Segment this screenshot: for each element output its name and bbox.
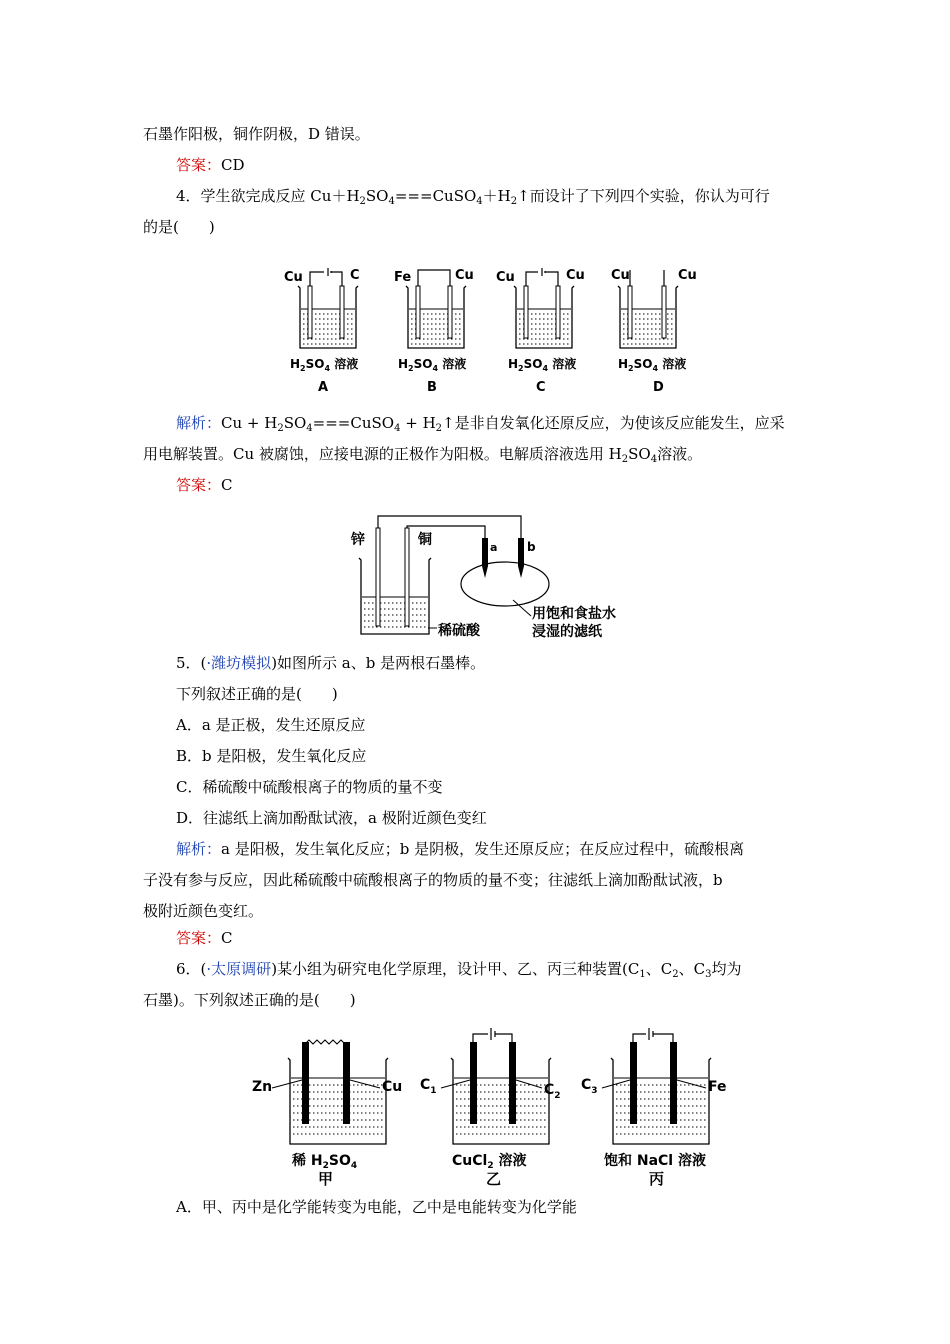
question-source: ·太原调研	[206, 960, 272, 978]
svg-text:Cu: Cu	[566, 268, 585, 283]
svg-text:Cu: Cu	[382, 1079, 403, 1095]
answer-label: 答案：	[176, 156, 222, 174]
svg-text:D: D	[653, 380, 664, 395]
q5-analysis: 解析：a 是阳极，发生氧化反应；b 是阴极，发生还原反应；在反应过程中，硫酸根离	[176, 840, 745, 858]
q5-figure	[345, 500, 645, 645]
svg-text:C: C	[536, 380, 546, 395]
svg-text:Cu: Cu	[496, 270, 515, 285]
svg-text:Fe: Fe	[708, 1079, 727, 1095]
answer-value: CD	[221, 156, 245, 174]
svg-text:饱和 NaCl 溶液: 饱和 NaCl 溶液	[604, 1153, 706, 1169]
q4-analysis: 解析：$Cu + H_2SO_4===CuSO_4$ + $H_2↑$是非自发氧化还原反应，为使该反应能发生，应采	[176, 414, 785, 434]
svg-text:H2SO4 溶液: $H_2SO_4$ 溶液	[398, 357, 467, 373]
svg-text:C2: $C_2$	[544, 1082, 561, 1101]
svg-text:B: B	[427, 380, 437, 395]
svg-text:丙: 丙	[649, 1170, 665, 1188]
svg-text:Cu: Cu	[455, 268, 474, 283]
svg-text:Cu: Cu	[611, 268, 630, 283]
analysis-label: 解析：	[176, 414, 222, 432]
q5-option-c: C．稀硫酸中硫酸根离子的物质的量不变	[176, 778, 443, 796]
svg-text:Cu: Cu	[678, 268, 697, 283]
q4-figure	[280, 258, 720, 398]
q5-answer	[176, 928, 233, 948]
svg-text:C3: $C_3$	[581, 1077, 598, 1096]
svg-text:用饱和食盐水: 用饱和食盐水	[532, 606, 616, 622]
q6-option-a: A．甲、丙中是化学能转变为电能，乙中是电能转变为化学能	[176, 1198, 577, 1216]
svg-text:A: A	[318, 380, 329, 395]
svg-text:Fe: Fe	[394, 270, 412, 285]
svg-text:Cu: Cu	[284, 270, 303, 285]
svg-text:浸湿的滤纸: 浸湿的滤纸	[532, 624, 602, 640]
svg-text:稀 H2SO4: 稀 $H_2SO_4$	[292, 1153, 358, 1171]
q5-stem: 5．(·潍坊模拟)如图所示 a、b 是两根石墨棒。	[176, 654, 486, 672]
q4-answer	[176, 475, 233, 495]
apparatus-bing	[581, 1028, 727, 1188]
analysis-label: 解析：	[176, 840, 222, 858]
svg-text:甲: 甲	[318, 1170, 334, 1188]
svg-text:C: C	[350, 268, 360, 283]
q5-option-d: D．往滤纸上滴加酚酞试液，a 极附近颜色变红	[176, 809, 487, 827]
svg-text:H2SO4 溶液: $H_2SO_4$ 溶液	[618, 357, 687, 373]
apparatus-d	[611, 268, 697, 395]
svg-text:C1: $C_1$	[420, 1077, 437, 1096]
q3-answer	[176, 155, 245, 175]
q6-figure	[248, 1022, 748, 1192]
apparatus-jia	[252, 1040, 402, 1188]
q5-option-a: A．a 是正极，发生还原反应	[176, 716, 366, 734]
apparatus-b	[394, 268, 474, 395]
q4-stem-line2: 的是( )	[143, 218, 215, 236]
svg-text:a: a	[490, 541, 498, 554]
q5-analysis-line2: 子没有参与反应，因此稀硫酸中硫酸根离子的物质的量不变；往滤纸上滴加酚酞试液，b	[143, 871, 723, 889]
q5-analysis-line3: 极附近颜色变红。	[143, 902, 264, 920]
answer-label: 答案：	[176, 476, 222, 494]
svg-text:锌: 锌	[351, 532, 365, 548]
answer-label: 答案：	[176, 929, 222, 947]
answer-value: C	[221, 476, 233, 494]
apparatus-a	[284, 268, 360, 395]
q3-analysis-tail: 石墨作阳极，铜作阴极，D 错误。	[143, 125, 370, 143]
apparatus-yi	[420, 1028, 561, 1188]
answer-value: C	[221, 929, 233, 947]
apparatus-c	[496, 268, 585, 395]
svg-text:CuCl2 溶液: CuCl$_2$ 溶液	[452, 1153, 527, 1171]
svg-text:乙: 乙	[486, 1170, 502, 1188]
q4-analysis-line2: 用电解装置。Cu 被腐蚀，应接电源的正极作为阳极。电解质溶液选用 $H_2SO_4$溶液。	[143, 445, 703, 465]
svg-text:Zn: Zn	[252, 1079, 273, 1095]
svg-text:b: b	[527, 540, 536, 554]
q6-stem-line2: 石墨)。下列叙述正确的是( )	[143, 991, 356, 1009]
q6-stem: 6．(·太原调研)某小组为研究电化学原理，设计甲、乙、丙三种装置($C_1$、$C_2$、$C_3$均为	[176, 960, 742, 980]
svg-text:铜: 铜	[418, 532, 432, 548]
question-source: ·潍坊模拟	[206, 654, 272, 672]
svg-text:H2SO4 溶液: $H_2SO_4$ 溶液	[508, 357, 577, 373]
q5-stem-line2: 下列叙述正确的是( )	[176, 685, 338, 703]
q5-option-b: B．b 是阳极，发生氧化反应	[176, 747, 367, 765]
q4-stem: 4．学生欲完成反应 $Cu+H_2SO_4===CuSO_4+H_2↑$而设计了下列四个实验，你认为可行	[176, 187, 770, 207]
svg-text:H2SO4 溶液: $H_2SO_4$ 溶液	[290, 357, 359, 373]
svg-text:稀硫酸: 稀硫酸	[438, 623, 480, 639]
